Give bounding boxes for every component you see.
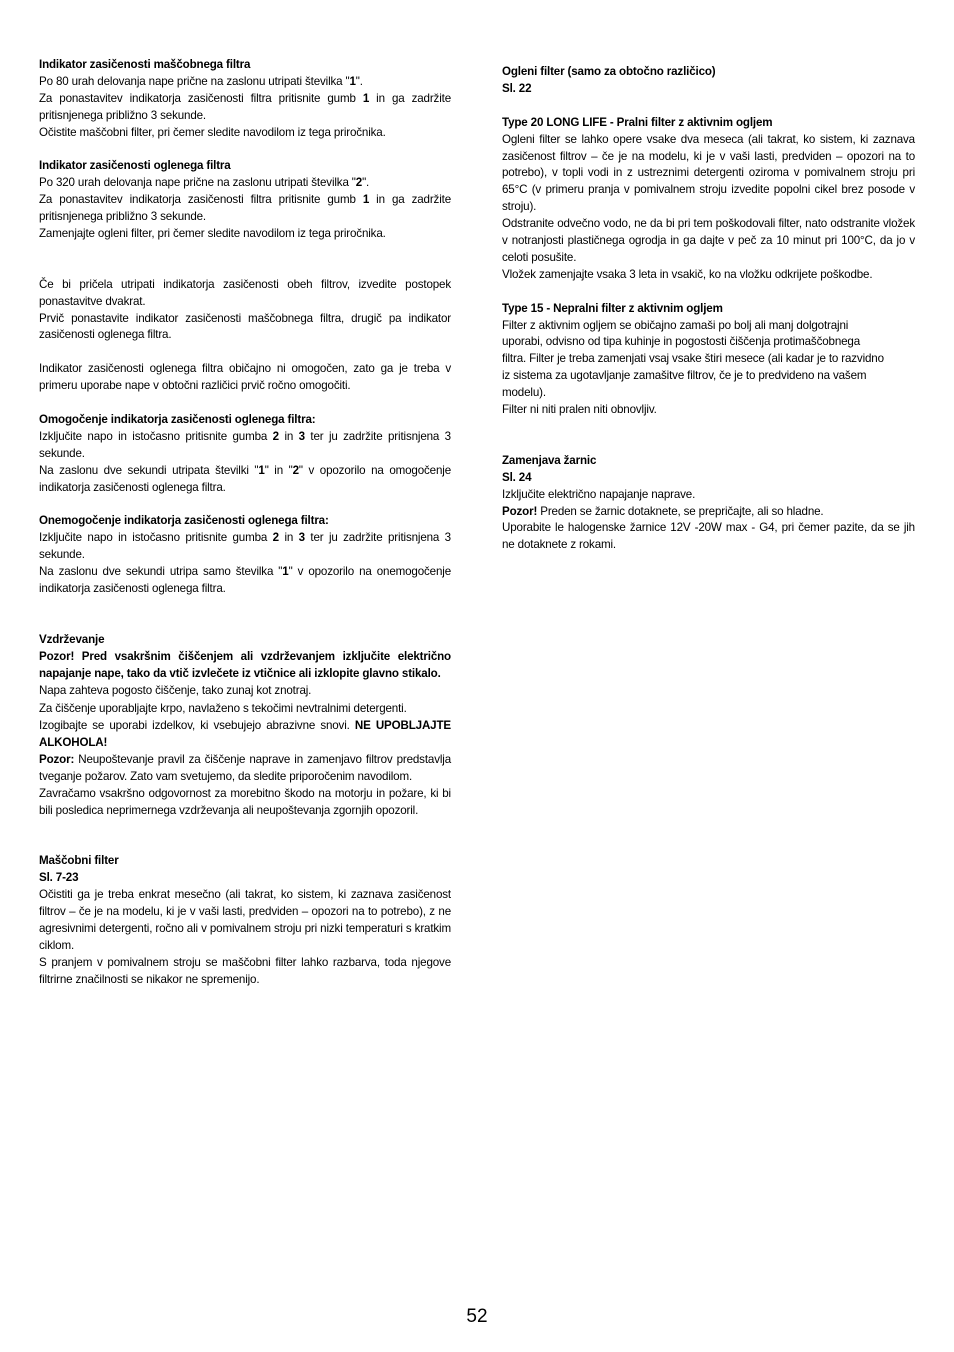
disable-indicator-section	[39, 513, 451, 598]
text-line: iz sistema za ugotavljanje zamašitve filtrov, če je to predvideno na vašem	[502, 369, 867, 383]
section-heading: Onemogočenje indikatorja zasičenosti oglenega filtra:	[39, 514, 329, 528]
section-heading: Maščobni filter	[39, 854, 119, 868]
paragraph: Če bi pričela utripati indikatorja zasičenosti obeh filtrov, izvedite postopek ponastavitve dvakrat.	[39, 277, 451, 308]
section-heading: Ogleni filter (samo za obtočno različico)	[502, 65, 716, 78]
paragraph: Prvič ponastavite indikator zasičenosti maščobnega filtra, drugič pa indikator zasičenosti oglenega filtra.	[39, 311, 451, 342]
paragraph: Očistite maščobni filter, pri čemer sledite navodilom iz tega priročnika.	[39, 125, 386, 139]
paragraph: Po 320 urah delovanja nape prične na zaslonu utripati številka "2".	[39, 176, 370, 190]
fat-filter-indicator-section	[39, 57, 451, 142]
both-indicators-section	[39, 277, 451, 345]
section-heading: Zamenjava žarnic	[502, 453, 597, 467]
paragraph: Pozor: Neupoštevanje pravil za čiščenje naprave in zamenjavo filtrov predstavlja tveganje požarov. Zato vam svetujemo, da sledite priporočenim navodilom.	[39, 753, 451, 783]
paragraph: Izključite napo in istočasno pritisnite gumba 2 in 3 ter ju zadržite pritisnjena 3 sekunde.	[39, 531, 451, 562]
indicator-note-section	[39, 361, 451, 395]
text-line: filtra. Filter je treba zamenjati vsaj vsake štiri mesece (ali kadar je to razvidno	[502, 352, 884, 366]
right-column	[502, 64, 915, 554]
paragraph: Izključite električno napajanje naprave.	[502, 487, 696, 501]
paragraph: Na zaslonu dve sekundi utripata številki "1" in "2" v opozorilo na omogočenje indikatorja zasičenosti oglenega filtra.	[39, 463, 451, 494]
carbon-filter-indicator-section	[39, 158, 451, 243]
figure-reference: Sl. 7-23	[39, 871, 79, 885]
section-heading: Vzdrževanje	[39, 632, 105, 646]
page-number: 52	[466, 1306, 488, 1327]
paragraph: Za ponastavitev indikatorja zasičenosti filtra pritisnite gumb 1 in ga zadržite pritisnjenega približno 3 sekunde.	[39, 91, 451, 122]
figure-reference: Sl. 24	[502, 470, 532, 484]
section-heading: Indikator zasičenosti maščobnega filtra	[39, 58, 251, 71]
type20-section	[502, 115, 915, 284]
paragraph: Vložek zamenjajte vsaka 3 leta in vsakič, ko na vložku odkrijete poškodbe.	[502, 267, 873, 281]
paragraph: Ogleni filter se lahko opere vsake dva meseca (ali takrat, ko sistem, ki zaznava zasičenost filtrov – če je na modelu, ki je v vaši lasti, predviden – opozori na to potrebo), v topli vodi in z ustreznimi detergenti oziroma v pomivalnem stroju pri 65°C (v primeru pranja v pomivalnem stroju izvedite popolni cikel brez posode v stroju).	[502, 132, 915, 214]
text-line: Filter ni niti pralen niti obnovljiv.	[502, 403, 657, 417]
paragraph: Na zaslonu dve sekundi utripa samo številka "1" v opozorilo na onemogočenje indikatorja zasičenosti oglenega filtra.	[39, 565, 451, 596]
warning-paragraph: Pozor! Pred vsakršnim čiščenjem ali vzdrževanjem izključite električno napajanje nape, tako da vtič izvlečete iz vtičnice ali izklopite glavno stikalo.	[39, 649, 451, 680]
type15-section	[502, 301, 915, 419]
lamp-replacement-section	[502, 453, 915, 554]
paragraph: Indikator zasičenosti oglenega filtra običajno ni omogočen, zato ga je treba v primeru uporabe nape v obtočni različici prvič ročno omogočiti.	[39, 362, 451, 393]
paragraph: Izključite napo in istočasno pritisnite gumba 2 in 3 ter ju zadržite pritisnjena 3 sekunde.	[39, 429, 451, 460]
enable-indicator-section	[39, 412, 451, 497]
paragraph: S pranjem v pomivalnem stroju se maščobni filter lahko razbarva, toda njegove filtrirne značilnosti se nikakor ne spremenijo.	[39, 955, 451, 986]
section-heading: Type 15 - Nepralni filter z aktivnim ogljem	[502, 301, 723, 315]
paragraph: Zamenjajte ogleni filter, pri čemer sledite navodilom iz tega priročnika.	[39, 227, 386, 241]
paragraph: Očistiti ga je treba enkrat mesečno (ali takrat, ko sistem, ki zaznava zasičenost filtrov – če je na modelu, ki je v vaši lasti, predviden – opozori na to potrebo), z ne agresivnimi detergenti, ročno ali v pomivalnem stroju pri nizki temperaturi s kratkim ciklom.	[39, 888, 451, 953]
text-line: uporabi, odvisno od tipa kuhinje in pogostosti čiščenja protimaščobnega	[502, 335, 861, 349]
carbon-filter-section	[502, 64, 915, 98]
section-heading: Type 20 LONG LIFE - Pralni filter z aktivnim ogljem	[502, 115, 773, 129]
paragraph: Odstranite odvečno vodo, ne da bi pri tem poškodovali filter, nato odstranite vložek v notranjosti plastičnega ogrodja in ga dajte v peč za 10 minut pri 100°C, da jo v celoti posušite.	[502, 217, 915, 264]
paragraph: Za ponastavitev indikatorja zasičenosti filtra pritisnite gumb 1 in ga zadržite pritisnjenega približno 3 sekunde.	[39, 193, 451, 224]
maintenance-section	[39, 632, 451, 820]
section-heading: Omogočenje indikatorja zasičenosti oglenega filtra:	[39, 412, 316, 426]
text-line: Filter z aktivnim ogljem se običajno zamaši po bolj ali manj dolgotrajni	[502, 318, 849, 332]
figure-reference: Sl. 22	[502, 81, 532, 95]
paragraph: Zavračamo vsakršno odgovornost za morebitno škodo na motorju in požare, ki bi bili posledica neprimernega vzdrževanja ali neupoštevanja zgornjih opozoril.	[39, 786, 451, 817]
paragraph: Uporabite le halogenske žarnice 12V -20W max - G4, pri čemer pazite, da se jih ne dotaknete z rokami.	[502, 521, 915, 552]
paragraph: Izogibajte se uporabi izdelkov, ki vsebujejo abrazivne snovi. NE UPOBLJAJTE ALKOHOLA!	[39, 719, 451, 750]
fat-filter-section	[39, 853, 451, 988]
paragraph: Po 80 urah delovanja nape prične na zaslonu utripati številka "1".	[39, 74, 363, 88]
text-line: modelu).	[502, 386, 546, 400]
paragraph: Napa zahteva pogosto čiščenje, tako zunaj kot znotraj.	[39, 684, 312, 698]
section-heading: Indikator zasičenosti oglenega filtra	[39, 159, 231, 173]
paragraph: Za čiščenje uporabljajte krpo, navlaženo s tekočimi nevtralnimi detergenti.	[39, 702, 407, 716]
paragraph: Pozor! Preden se žarnic dotaknete, se prepričajte, ali so hladne.	[502, 504, 824, 518]
left-column	[39, 57, 451, 989]
